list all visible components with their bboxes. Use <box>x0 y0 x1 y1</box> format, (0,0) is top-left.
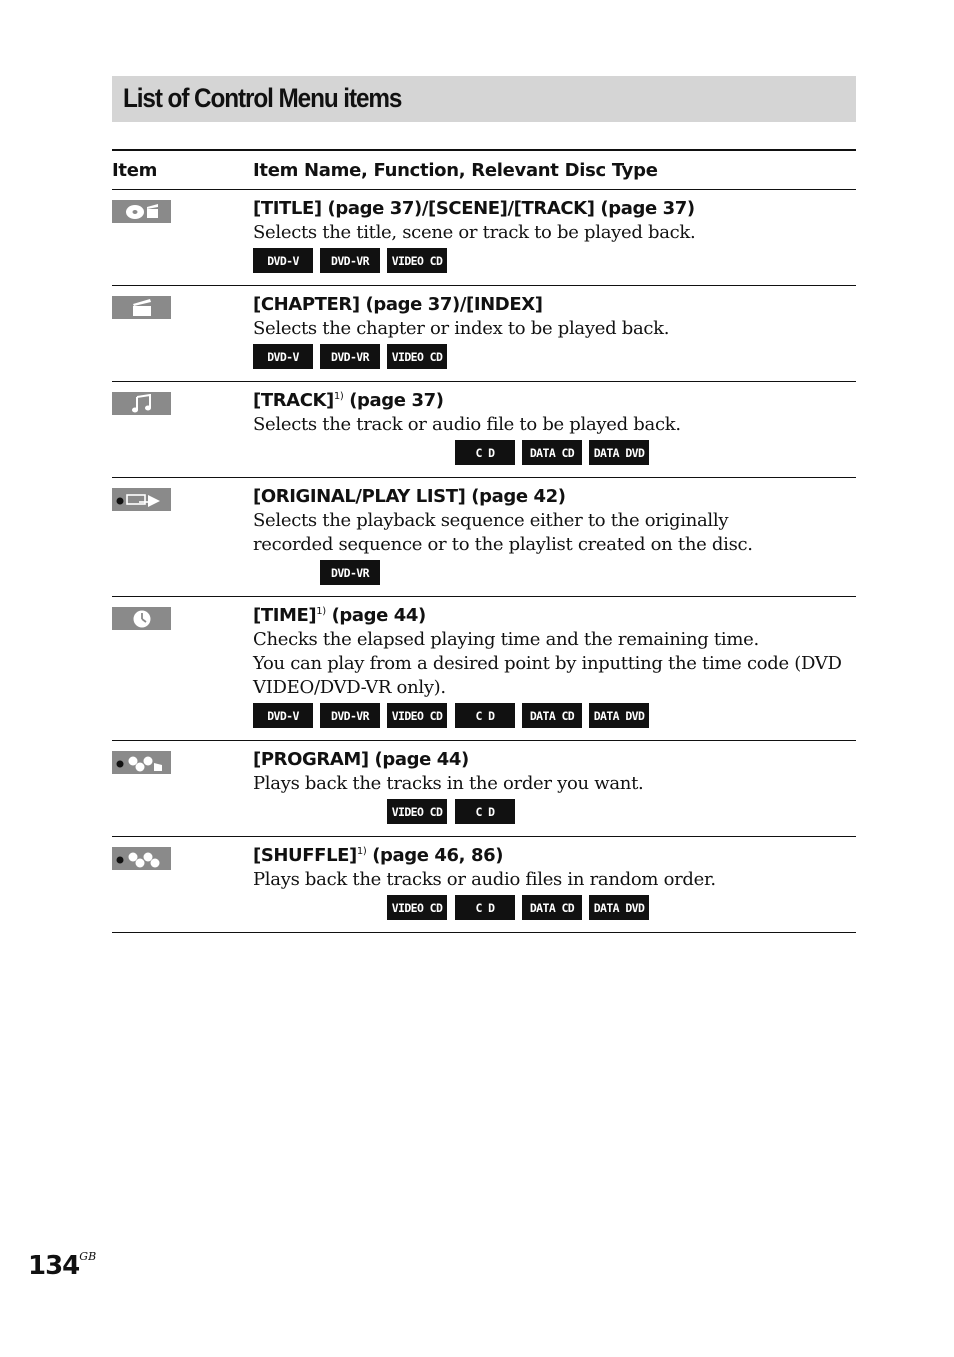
badge-data-cd: DATA CD <box>522 703 582 728</box>
table-row <box>112 286 856 382</box>
control-menu-table <box>112 149 856 933</box>
table-row <box>112 837 856 933</box>
badge-data-cd: DATA CD <box>522 440 582 465</box>
footnote-mark: 1) <box>333 391 344 402</box>
badge-data-dvd: DATA DVD <box>589 440 649 465</box>
clock-icon <box>112 607 171 630</box>
row-description: Selects the chapter or index to be played back. <box>253 318 670 339</box>
row-description-line: You can play from a desired point by inputting the time code (DVD VIDEO/DVD-VR only). <box>253 653 842 698</box>
shuffle-icon <box>112 847 171 870</box>
page-number-suffix: GB <box>79 1250 97 1263</box>
badge-data-cd: DATA CD <box>522 895 582 920</box>
row-title <box>253 844 853 868</box>
program-icon <box>112 751 171 774</box>
badge-video-cd: VIDEO CD <box>387 248 447 273</box>
row-description: Plays back the tracks in the order you want. <box>253 773 644 794</box>
badge-cd: C D <box>455 895 515 920</box>
badge-dvd-vr: DVD-VR <box>320 248 380 273</box>
badge-cd: C D <box>455 703 515 728</box>
badge-dvd-v: DVD-V <box>253 248 313 273</box>
row-description: Selects the track or audio file to be played back. <box>253 414 681 435</box>
row-title-page: (page 37) <box>343 390 444 411</box>
row-title: [TITLE] (page 37)/[SCENE]/[TRACK] (page 37) <box>253 198 695 219</box>
row-title: [PROGRAM] (page 44) <box>253 749 469 770</box>
clapperboard-icon <box>112 296 171 319</box>
table-row <box>112 741 856 837</box>
table-row <box>112 597 856 741</box>
badge-video-cd: VIDEO CD <box>387 703 447 728</box>
row-title <box>253 389 853 413</box>
music-note-icon <box>112 392 171 415</box>
row-title-page: (page 46, 86) <box>366 845 504 866</box>
disc-badges <box>253 440 853 466</box>
row-description-line: Checks the elapsed playing time and the remaining time. <box>253 629 759 650</box>
table-row <box>112 190 856 286</box>
footnote-mark: 1) <box>356 846 367 857</box>
badge-dvd-vr: DVD-VR <box>320 560 380 585</box>
row-title-page: (page 44) <box>325 605 426 626</box>
badge-data-dvd: DATA DVD <box>589 703 649 728</box>
section-title-bar <box>112 76 856 122</box>
row-description: Selects the title, scene or track to be played back. <box>253 222 696 243</box>
disc-badges <box>253 799 853 825</box>
badge-video-cd: VIDEO CD <box>387 799 447 824</box>
table-row <box>112 382 856 478</box>
header-item-name: Item Name, Function, Relevant Disc Type <box>253 160 658 181</box>
row-title: [ORIGINAL/PLAY LIST] (page 42) <box>253 486 566 507</box>
badge-dvd-v: DVD-V <box>253 344 313 369</box>
disc-badges <box>253 248 853 274</box>
row-title-main: [TRACK] <box>253 390 334 411</box>
row-title <box>253 604 853 628</box>
badge-cd: C D <box>455 440 515 465</box>
page-number-value: 134 <box>28 1251 80 1281</box>
row-description: Plays back the tracks or audio files in random order. <box>253 869 716 890</box>
page-title: List of Control Menu items <box>123 83 402 113</box>
header-item: Item <box>112 160 158 181</box>
badge-dvd-v: DVD-V <box>253 703 313 728</box>
table-row <box>112 478 856 597</box>
playlist-icon <box>112 488 171 511</box>
badge-video-cd: VIDEO CD <box>387 895 447 920</box>
footnote-mark: 1) <box>316 606 326 617</box>
page-number <box>28 1250 96 1281</box>
disc-badges <box>253 344 853 370</box>
table-header <box>112 151 856 190</box>
row-title: [CHAPTER] (page 37)/[INDEX] <box>253 294 543 315</box>
disc-title-icon <box>112 200 171 223</box>
disc-badges <box>253 895 853 921</box>
badge-dvd-vr: DVD-VR <box>320 703 380 728</box>
badge-data-dvd: DATA DVD <box>589 895 649 920</box>
badge-video-cd: VIDEO CD <box>387 344 447 369</box>
row-title-main: [TIME] <box>253 605 317 626</box>
disc-badges <box>253 703 853 729</box>
row-description: Selects the playback sequence either to the originally recorded sequence or to the playlist created on the disc. <box>253 510 753 555</box>
badge-dvd-vr: DVD-VR <box>320 344 380 369</box>
disc-badges <box>253 560 853 586</box>
row-title-main: [SHUFFLE] <box>253 845 357 866</box>
badge-cd: C D <box>455 799 515 824</box>
